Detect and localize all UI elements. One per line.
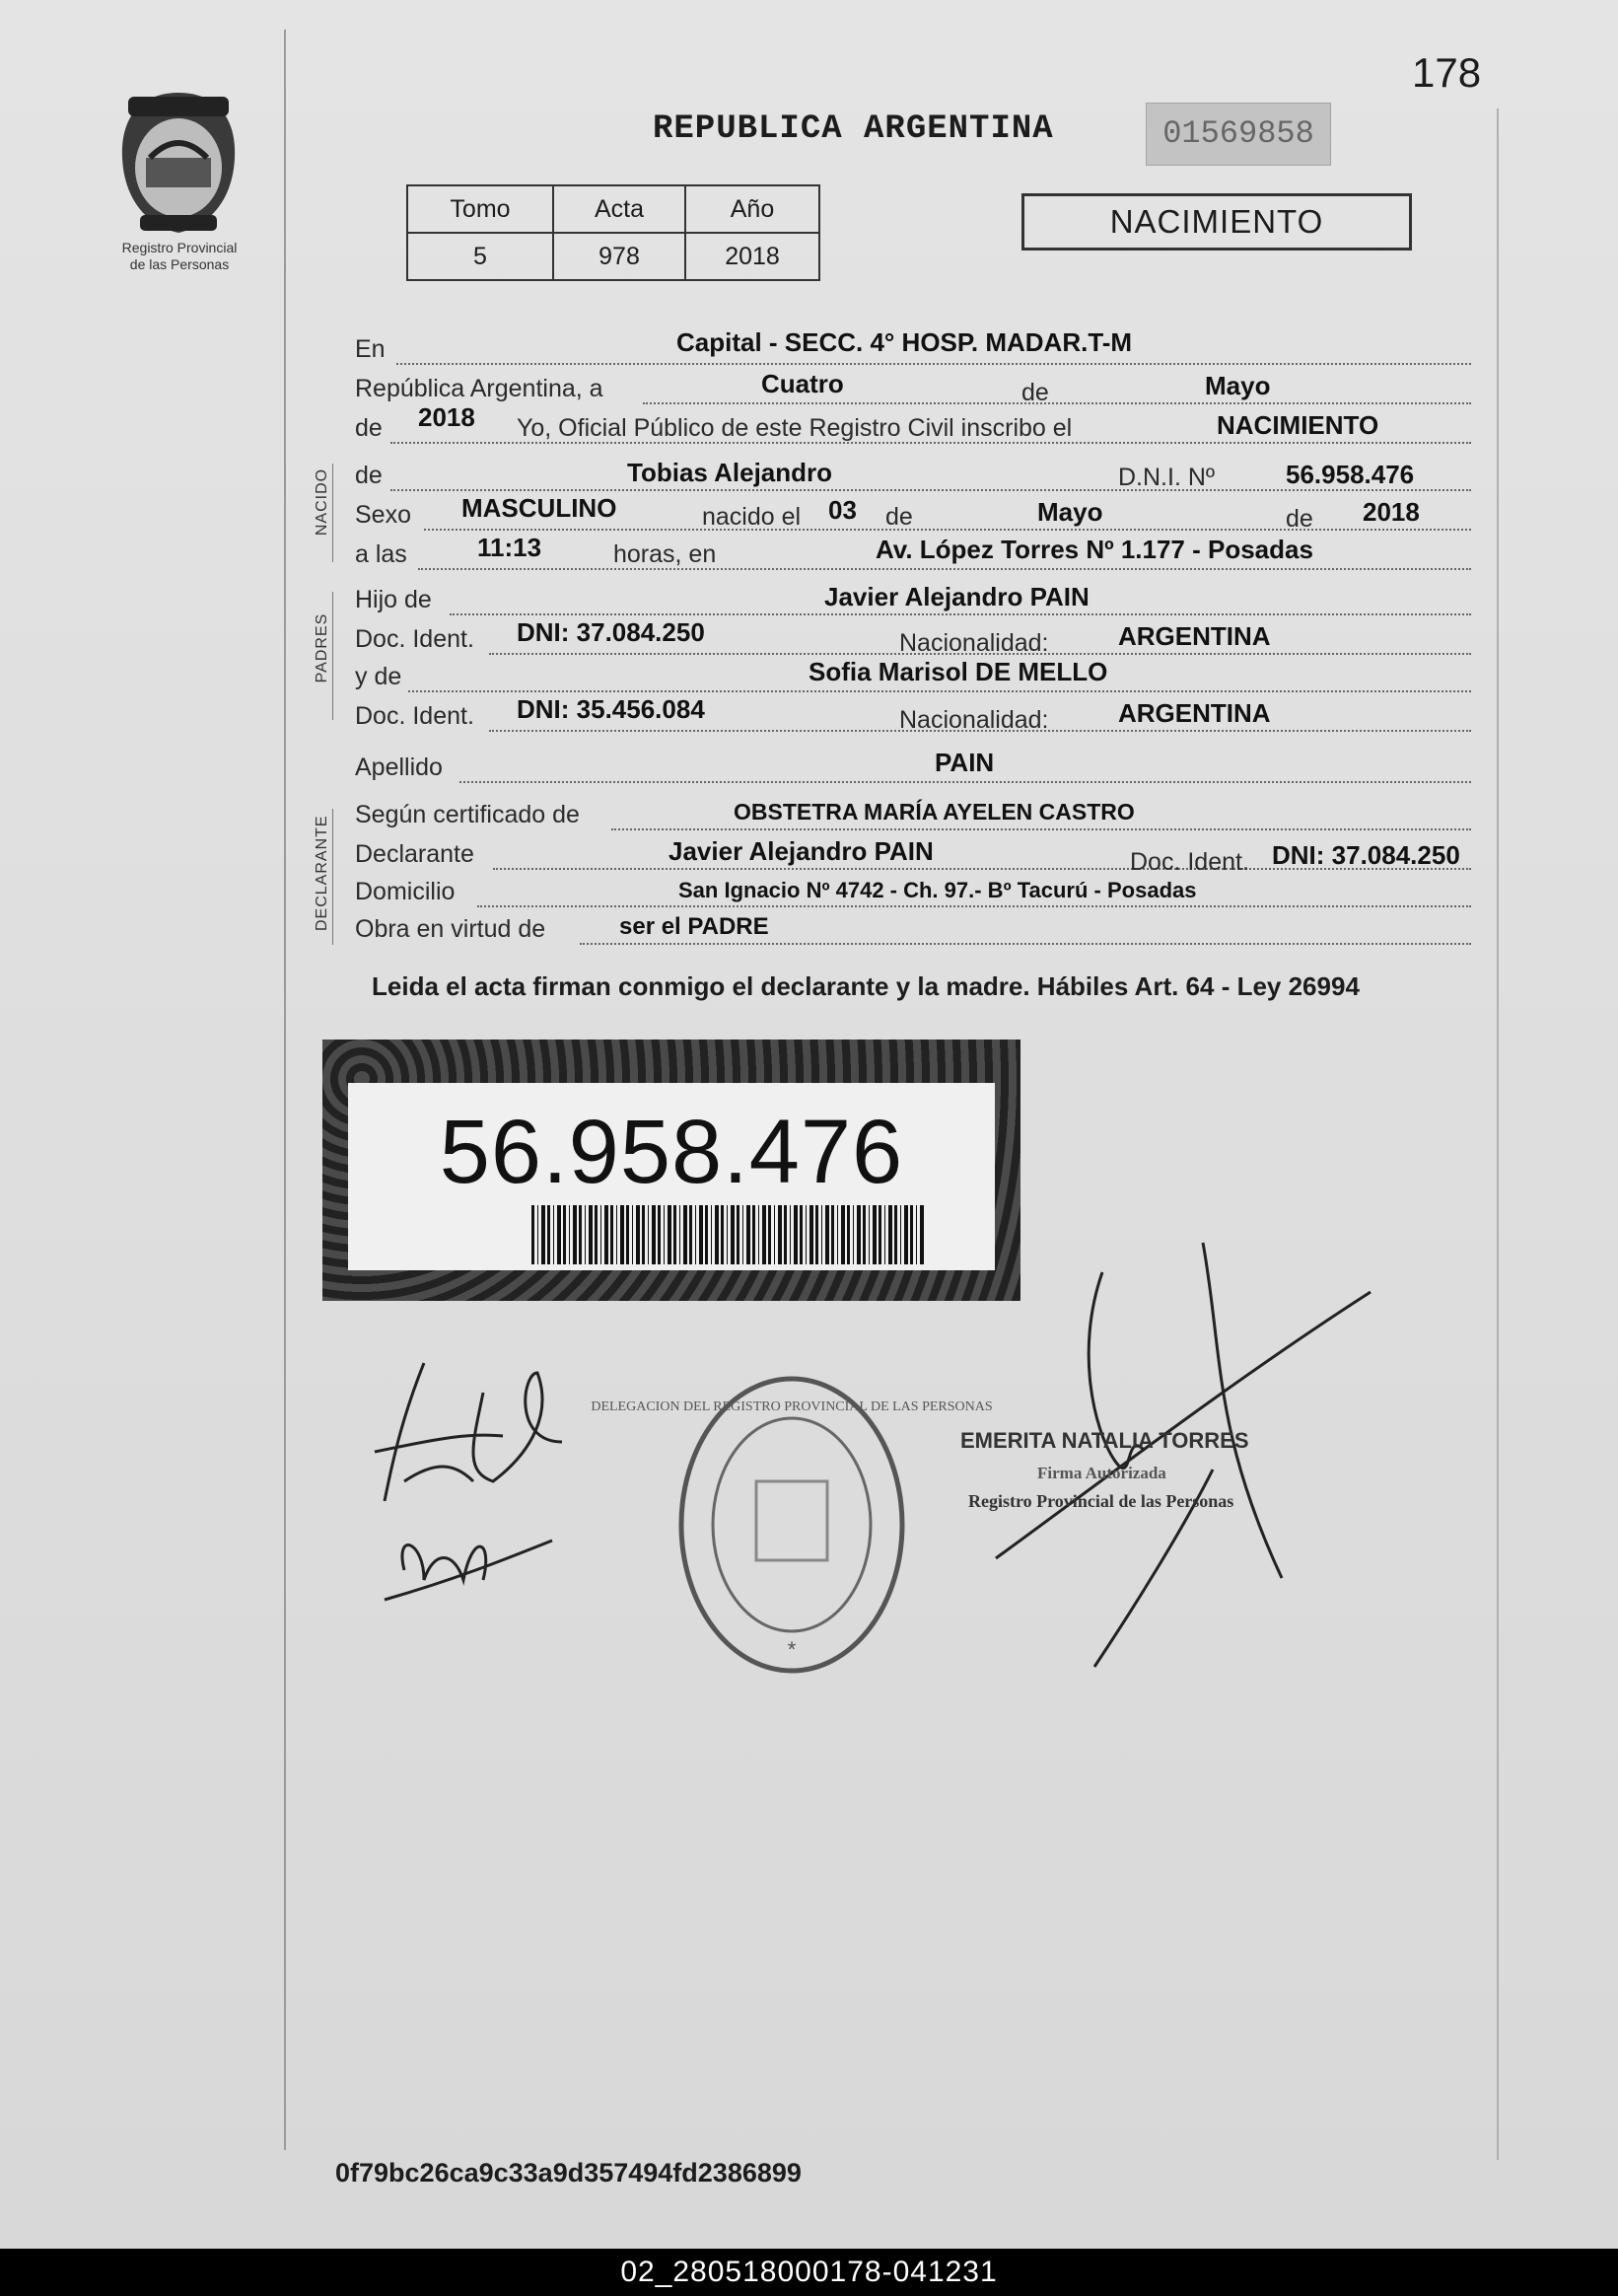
value-obra: ser el PADRE	[619, 913, 769, 940]
serial-number: 01569858	[1146, 103, 1331, 166]
label-declarante: Declarante	[355, 840, 474, 868]
side-divider	[332, 592, 333, 720]
label-nacido: nacido el	[702, 503, 802, 531]
value-dia-nac: 03	[828, 495, 857, 525]
stamp-text: DELEGACION DEL REGISTRO PROVINCIAL DE LAS PERSONAS	[591, 1399, 993, 1414]
value-anio-nac: 2018	[1363, 497, 1420, 527]
label-de: de	[1021, 379, 1049, 406]
dni-sticker	[322, 1040, 1020, 1301]
label-doc-ident-declarante: Doc. Ident.	[1130, 848, 1249, 876]
value-lugar: Capital - SECC. 4° HOSP. MADAR.T-M	[676, 327, 1133, 357]
label-a-las: a las	[355, 540, 407, 568]
document-title: REPUBLICA ARGENTINA	[653, 110, 1054, 148]
value-acto: NACIMIENTO	[1217, 410, 1379, 440]
logo-caption-line1: Registro Provincial	[121, 240, 238, 255]
label-nacionalidad-madre: Nacionalidad:	[899, 706, 1049, 734]
value-declarante-doc: DNI: 37.084.250	[1272, 840, 1460, 870]
label-sexo: Sexo	[355, 501, 411, 529]
record-table	[406, 184, 820, 281]
label-apellido: Apellido	[355, 753, 443, 781]
document-type-box: NACIMIENTO	[1021, 193, 1412, 251]
value-padre: Javier Alejandro PAIN	[824, 582, 1090, 611]
value-sexo: MASCULINO	[461, 493, 617, 523]
header-tomo: Tomo	[407, 185, 553, 233]
value-anio: 2018	[418, 402, 475, 432]
logo-caption-line2: de las Personas	[129, 256, 230, 272]
label-obra: Obra en virtud de	[355, 915, 546, 943]
margin-line-right	[1497, 108, 1499, 2160]
value-nombre: Tobias Alejandro	[627, 458, 833, 487]
logo-caption	[91, 240, 268, 273]
value-apellido: PAIN	[935, 748, 995, 777]
side-divider	[332, 809, 333, 945]
label-de-name: de	[355, 462, 383, 489]
label-de-year: de	[355, 414, 383, 442]
barcode	[531, 1205, 926, 1264]
official-name: EMERITA NATALIA TORRES	[960, 1428, 1249, 1453]
svg-text:*: *	[787, 1637, 797, 1662]
side-label-padres: PADRES	[314, 612, 330, 683]
dni-sticker-label	[348, 1083, 995, 1270]
label-de-year2: de	[1286, 505, 1313, 533]
official-stamp	[591, 1371, 993, 1679]
side-divider	[332, 464, 333, 562]
label-yo: Yo, Oficial Público de este Registro Civil inscribo el	[517, 414, 1073, 442]
official-signature	[986, 1233, 1380, 1677]
value-padre-nac: ARGENTINA	[1118, 621, 1271, 651]
label-de-month: de	[885, 503, 913, 531]
label-hijo-de: Hijo de	[355, 586, 432, 613]
value-dni: 56.958.476	[1286, 460, 1415, 489]
label-doc-ident-madre: Doc. Ident.	[355, 702, 474, 730]
value-madre-nac: ARGENTINA	[1118, 698, 1271, 728]
label-dni: D.N.I. Nº	[1118, 464, 1216, 491]
label-horas: horas, en	[613, 540, 717, 568]
side-label-nacido: NACIDO	[314, 467, 330, 537]
value-hora: 11:13	[477, 533, 542, 562]
value-madre-doc: DNI: 35.456.084	[517, 694, 705, 724]
coat-of-arms-logo	[110, 89, 246, 237]
label-segun: Según certificado de	[355, 801, 580, 828]
label-nacionalidad: Nacionalidad:	[899, 629, 1049, 657]
dni-sticker-number: 56.958.476	[439, 1102, 904, 1202]
footer-filename: 02_280518000178-041231	[0, 2249, 1618, 2296]
value-padre-doc: DNI: 37.084.250	[517, 617, 705, 647]
value-acta: 978	[553, 233, 685, 280]
header-anio: Año	[685, 185, 819, 233]
header-acta: Acta	[553, 185, 685, 233]
label-y-de: y de	[355, 663, 402, 690]
official-office: Registro Provincial de las Personas	[968, 1491, 1234, 1511]
value-tomo: 5	[407, 233, 553, 280]
label-republica: República Argentina, a	[355, 375, 603, 402]
side-label-declarante: DECLARANTE	[314, 815, 330, 931]
label-en: En	[355, 335, 386, 363]
value-madre: Sofia Marisol DE MELLO	[809, 657, 1108, 686]
margin-line	[284, 30, 286, 2150]
closing-text: Leida el acta firman conmigo el declarante y la madre. Hábiles Art. 64 - Ley 26994	[372, 971, 1360, 1001]
value-mes-nac: Mayo	[1037, 497, 1103, 527]
page-number: 178	[1412, 49, 1482, 96]
label-domicilio: Domicilio	[355, 878, 456, 905]
official-role: Firma Autorizada	[1037, 1464, 1166, 1482]
value-domicilio: San Ignacio Nº 4742 - Ch. 97.- Bº Tacurú - Posadas	[678, 878, 1197, 902]
value-dia: Cuatro	[761, 369, 844, 398]
value-declarante: Javier Alejandro PAIN	[668, 836, 934, 866]
value-certificado: OBSTETRA MARÍA AYELEN CASTRO	[734, 799, 1135, 825]
document-hash: 0f79bc26ca9c33a9d357494fd2386899	[335, 2158, 802, 2188]
value-anio: 2018	[685, 233, 819, 280]
mother-signature	[365, 1333, 582, 1619]
label-doc-ident: Doc. Ident.	[355, 625, 474, 653]
value-lugar-nac: Av. López Torres Nº 1.177 - Posadas	[876, 535, 1313, 564]
value-mes: Mayo	[1205, 371, 1271, 400]
